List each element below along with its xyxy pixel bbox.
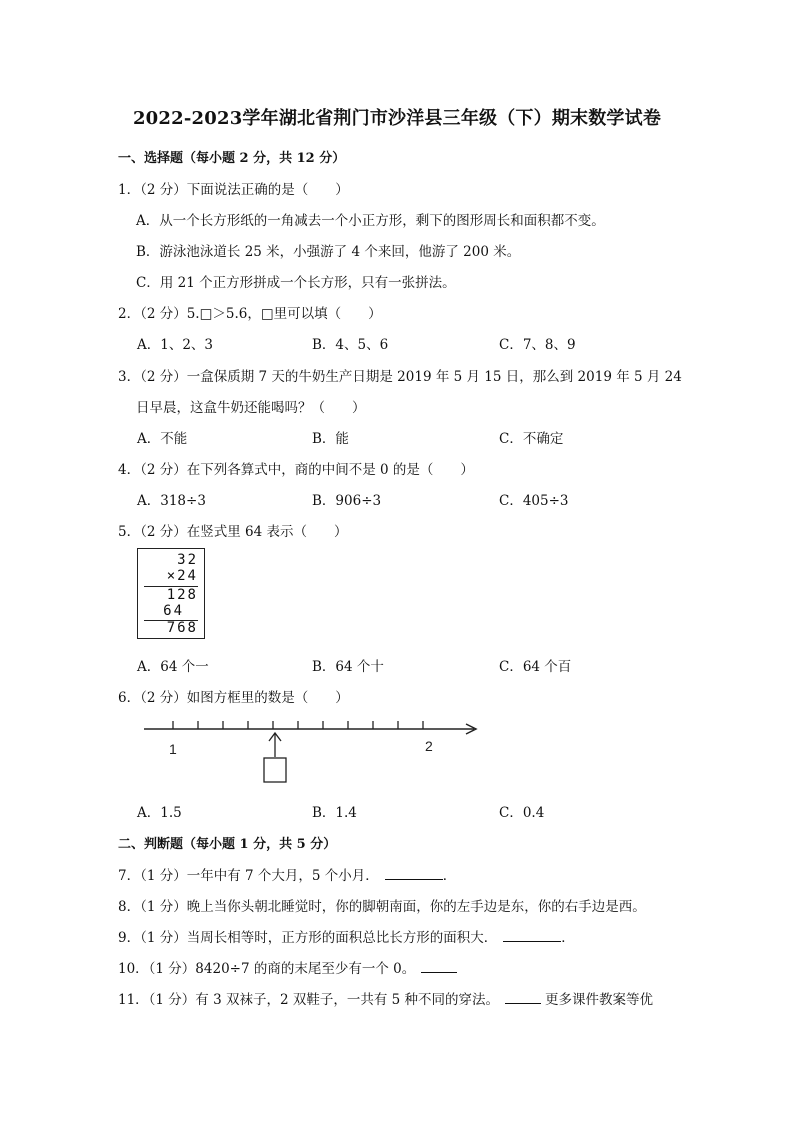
question-1-stem: 1．（2 分）下面说法正确的是（ ） (118, 182, 349, 198)
question-3-stem-line2: 日早晨，这盒牛奶还能喝吗？（ ） (136, 400, 366, 416)
question-11-answer-blank[interactable] (505, 991, 541, 1004)
question-6-stem: 6．（2 分）如图方框里的数是（ ） (118, 690, 349, 706)
number-line-figure (140, 712, 485, 792)
question-5-option-a: A．64 个一 (137, 659, 209, 675)
number-line-ticks (173, 721, 423, 729)
question-3-option-b: B．能 (312, 431, 349, 447)
question-5-stem: 5．（2 分）在竖式里 64 表示（ ） (118, 524, 348, 540)
promo-text: 更多课件教案等优 (545, 992, 654, 1008)
question-2-stem: 2．（2 分）5.□＞5.6，□里可以填（ ） (118, 306, 382, 322)
question-1-option-c: C．用 21 个正方形拼成一个长方形，只有一张拼法。 (136, 275, 456, 291)
number-line-end-label: 2 (425, 738, 433, 754)
question-6-option-a: A．1.5 (137, 805, 182, 821)
question-5-option-b: B．64 个十 (312, 659, 384, 675)
question-7-end: ． (442, 868, 457, 884)
question-6-option-c: C．0.4 (499, 805, 545, 821)
question-8-stem: 8．（1 分）晚上当你头朝北睡觉时，你的脚朝南面，你的左手边是东，你的右手边是西。 (118, 899, 646, 915)
question-2-option-a: A．1、2、3 (137, 337, 214, 353)
question-4-stem: 4．（2 分）在下列各算式中，商的中间不是 0 的是（ ） (118, 462, 474, 478)
question-9 (118, 926, 575, 946)
question-10-stem: 10．（1 分）8420÷7 的商的末尾至少有一个 0。 (118, 961, 416, 977)
section-judgement-heading: 二、判断题（每小题 1 分，共 5 分） (118, 837, 337, 852)
question-4-option-b: B．906÷3 (312, 493, 382, 509)
page-title: 2022-2023学年湖北省荆门市沙洋县三年级（下）期末数学试卷 (132, 108, 662, 129)
number-line-start-label: 1 (169, 741, 177, 757)
question-11-stem: 11．（1 分）有 3 双袜子，2 双鞋子，一共有 5 种不同的穿法。 (118, 992, 500, 1008)
vertical-product: 768 (166, 620, 198, 636)
question-10-answer-blank[interactable] (421, 960, 457, 973)
question-2-option-b: B．4、5、6 (312, 337, 389, 353)
question-4-option-a: A．318÷3 (137, 493, 206, 509)
vertical-multiplication-figure (137, 548, 205, 639)
question-7 (118, 864, 456, 884)
question-1-option-b: B．游泳池泳道长 25 米，小强游了 4 个来回，他游了 200 米。 (136, 244, 521, 260)
question-7-answer-blank[interactable] (385, 867, 443, 880)
question-3-stem-line1: 3．（2 分）一盒保质期 7 天的牛奶生产日期是 2019 年 5 月 15 日，那么到 2019 年 5 月 24 (118, 369, 682, 385)
question-6-option-b: B．1.4 (312, 805, 357, 821)
answer-box (264, 758, 286, 782)
section-choice-heading: 一、选择题（每小题 2 分，共 12 分） (118, 151, 346, 166)
question-3-option-c: C．不确定 (499, 431, 564, 447)
question-3-option-a: A．不能 (137, 431, 188, 447)
question-5-option-c: C．64 个百 (499, 659, 572, 675)
question-4-option-c: C．405÷3 (499, 493, 569, 509)
question-2-option-c: C．7、8、9 (499, 337, 576, 353)
vertical-multiplicand: 32 (177, 552, 198, 568)
question-9-answer-blank[interactable] (503, 929, 561, 942)
question-7-stem: 7．（1 分）一年中有 7 个大月，5 个小月． (118, 868, 379, 884)
question-9-stem: 9．（1 分）当周长相等时，正方形的面积总比长方形的面积大． (118, 930, 498, 946)
vertical-partial-product-2: 64 (163, 603, 184, 619)
question-9-end: ． (561, 930, 575, 946)
question-11 (118, 988, 653, 1008)
question-1-option-a: A．从一个长方形纸的一角减去一个小正方形，剩下的图形周长和面积都不变。 (136, 213, 605, 229)
vertical-partial-product-1: 128 (166, 587, 198, 603)
question-10 (118, 957, 457, 977)
vertical-multiplier: ×24 (166, 568, 198, 584)
